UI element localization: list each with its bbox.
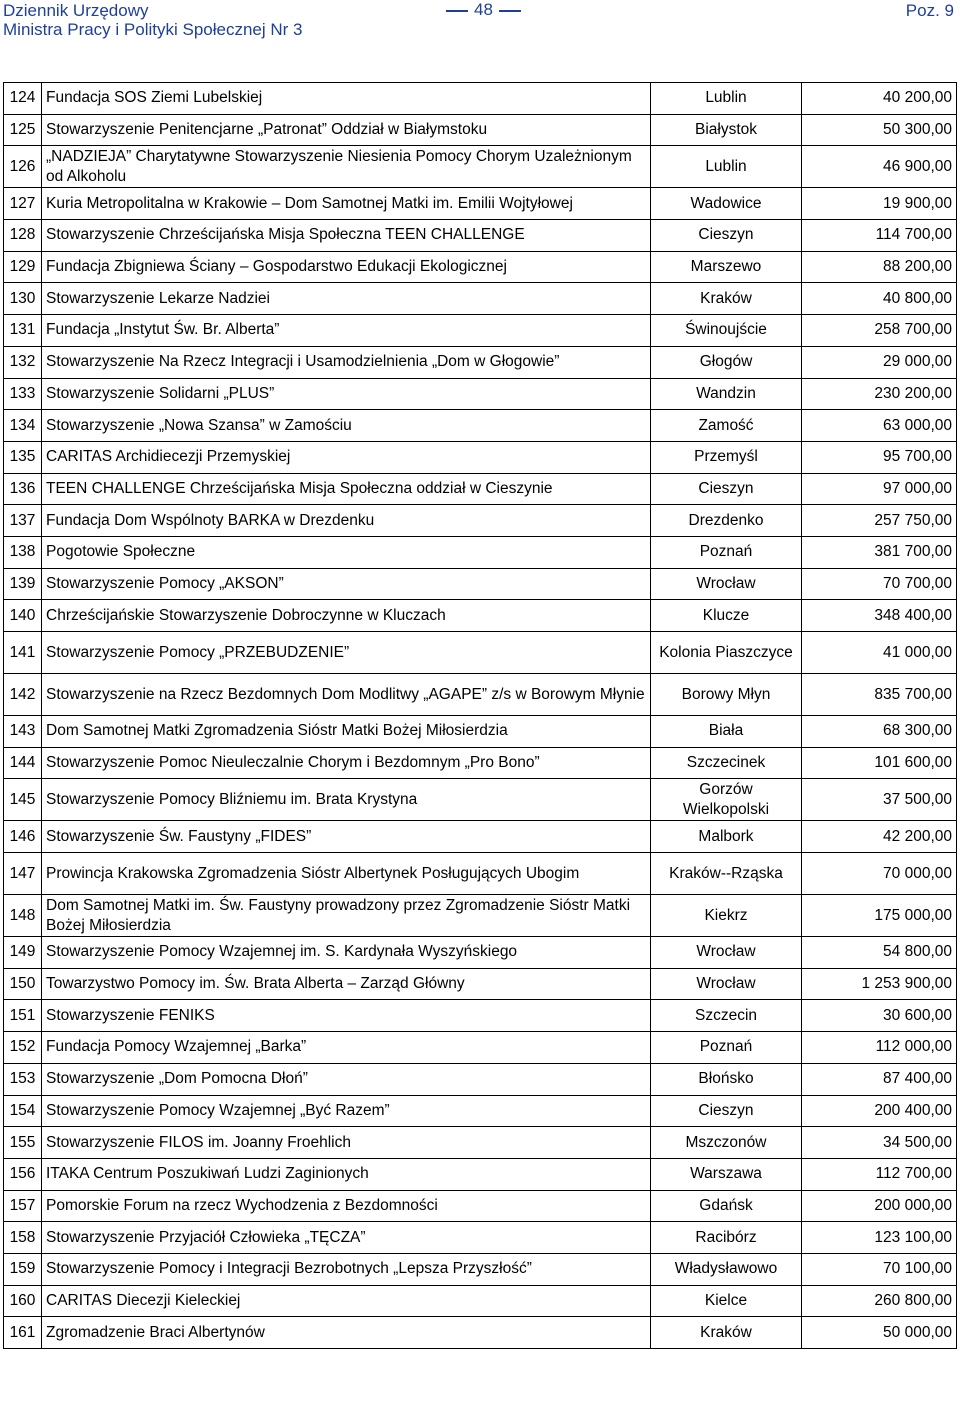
grant-amount: 381 700,00 [802, 536, 957, 568]
grant-amount: 101 600,00 [802, 747, 957, 779]
row-number: 148 [4, 895, 42, 937]
table-row [4, 536, 957, 568]
grant-amount: 70 700,00 [802, 568, 957, 600]
row-number: 154 [4, 1095, 42, 1127]
grant-amount: 68 300,00 [802, 716, 957, 748]
organization-city: Malbork [651, 821, 802, 853]
table-row [4, 821, 957, 853]
page-header [0, 0, 960, 46]
grant-amount: 70 000,00 [802, 853, 957, 895]
organization-name: Fundacja Zbigniewa Ściany – Gospodarstwo Edukacji Ekologicznej [42, 251, 651, 283]
row-number: 130 [4, 283, 42, 315]
grant-amount: 123 100,00 [802, 1222, 957, 1254]
table-row [4, 568, 957, 600]
organization-city: Drezdenko [651, 505, 802, 537]
organization-name: Stowarzyszenie Solidarni „PLUS” [42, 378, 651, 410]
organization-name: Fundacja SOS Ziemi Lubelskiej [42, 83, 651, 115]
organization-city: Lublin [651, 83, 802, 115]
table-row [4, 1190, 957, 1222]
organization-name: Stowarzyszenie FENIKS [42, 1000, 651, 1032]
grant-amount: 37 500,00 [802, 779, 957, 821]
table-row [4, 937, 957, 969]
row-number: 128 [4, 220, 42, 252]
table-row [4, 1095, 957, 1127]
table-row [4, 1158, 957, 1190]
journal-title: Dziennik Urzędowy [3, 1, 149, 20]
organization-name: Stowarzyszenie Pomocy Wzajemnej im. S. Kardynała Wyszyńskiego [42, 937, 651, 969]
organization-city: Klucze [651, 600, 802, 632]
row-number: 146 [4, 821, 42, 853]
organization-name: Kuria Metropolitalna w Krakowie – Dom Samotnej Matki im. Emilii Wojtyłowej [42, 188, 651, 220]
table-row [4, 188, 957, 220]
table-row [4, 251, 957, 283]
table-row [4, 674, 957, 716]
organization-name: TEEN CHALLENGE Chrześcijańska Misja Społeczna oddział w Cieszynie [42, 473, 651, 505]
grant-amount: 40 800,00 [802, 283, 957, 315]
grant-amount: 258 700,00 [802, 315, 957, 347]
table-row [4, 220, 957, 252]
organization-city: Przemyśl [651, 441, 802, 473]
row-number: 141 [4, 632, 42, 674]
organization-city: Lublin [651, 146, 802, 188]
row-number: 153 [4, 1063, 42, 1095]
organization-city: Kraków--Rząska [651, 853, 802, 895]
row-number: 150 [4, 968, 42, 1000]
table-row [4, 473, 957, 505]
organization-city: Kielce [651, 1285, 802, 1317]
table-row [4, 1032, 957, 1064]
organization-city: Kraków [651, 283, 802, 315]
table-row [4, 1000, 957, 1032]
table-row [4, 1285, 957, 1317]
organization-city: Białystok [651, 114, 802, 146]
organization-name: CARITAS Diecezji Kieleckiej [42, 1285, 651, 1317]
table-row [4, 83, 957, 115]
grant-amount: 112 700,00 [802, 1158, 957, 1190]
row-number: 144 [4, 747, 42, 779]
organization-city: Racibórz [651, 1222, 802, 1254]
grant-amount: 348 400,00 [802, 600, 957, 632]
grant-amount: 30 600,00 [802, 1000, 957, 1032]
organization-city: Mszczonów [651, 1127, 802, 1159]
table-row [4, 895, 957, 937]
grant-amount: 88 200,00 [802, 251, 957, 283]
organization-name: Towarzystwo Pomocy im. Św. Brata Alberta – Zarząd Główny [42, 968, 651, 1000]
row-number: 137 [4, 505, 42, 537]
organization-city: Poznań [651, 1032, 802, 1064]
grant-amount: 112 000,00 [802, 1032, 957, 1064]
row-number: 132 [4, 346, 42, 378]
grant-amount: 42 200,00 [802, 821, 957, 853]
table-row [4, 346, 957, 378]
row-number: 124 [4, 83, 42, 115]
grant-amount: 1 253 900,00 [802, 968, 957, 1000]
row-number: 142 [4, 674, 42, 716]
table-row [4, 441, 957, 473]
row-number: 151 [4, 1000, 42, 1032]
row-number: 131 [4, 315, 42, 347]
organization-name: Fundacja „Instytut Św. Br. Alberta” [42, 315, 651, 347]
grant-amount: 200 400,00 [802, 1095, 957, 1127]
organization-name: Prowincja Krakowska Zgromadzenia Sióstr Albertynek Posługujących Ubogim [42, 853, 651, 895]
grant-amount: 50 300,00 [802, 114, 957, 146]
table-row [4, 283, 957, 315]
grant-amount: 200 000,00 [802, 1190, 957, 1222]
organization-name: Stowarzyszenie Pomocy Wzajemnej „Być Razem” [42, 1095, 651, 1127]
grant-amount: 40 200,00 [802, 83, 957, 115]
organization-city: Władysławowo [651, 1253, 802, 1285]
grant-amount: 260 800,00 [802, 1285, 957, 1317]
organization-city: Zamość [651, 410, 802, 442]
row-number: 143 [4, 716, 42, 748]
grant-amount: 34 500,00 [802, 1127, 957, 1159]
row-number: 152 [4, 1032, 42, 1064]
organization-city: Wadowice [651, 188, 802, 220]
grant-amount: 175 000,00 [802, 895, 957, 937]
dash-right [499, 10, 521, 12]
organization-name: Chrześcijańskie Stowarzyszenie Dobroczynne w Kluczach [42, 600, 651, 632]
organization-name: Stowarzyszenie Na Rzecz Integracji i Usamodzielnienia „Dom w Głogowie” [42, 346, 651, 378]
table-row [4, 968, 957, 1000]
organization-city: Gdańsk [651, 1190, 802, 1222]
organization-city: Kiekrz [651, 895, 802, 937]
row-number: 136 [4, 473, 42, 505]
table-row [4, 853, 957, 895]
organization-name: Dom Samotnej Matki Zgromadzenia Sióstr Matki Bożej Miłosierdzia [42, 716, 651, 748]
organization-name: Stowarzyszenie „Nowa Szansa” w Zamościu [42, 410, 651, 442]
row-number: 147 [4, 853, 42, 895]
organization-city: Biała [651, 716, 802, 748]
organization-city: Wandzin [651, 378, 802, 410]
grant-amount: 835 700,00 [802, 674, 957, 716]
table-row [4, 1317, 957, 1349]
row-number: 134 [4, 410, 42, 442]
organization-city: Wrocław [651, 568, 802, 600]
organization-city: Marszewo [651, 251, 802, 283]
table-row [4, 114, 957, 146]
grant-amount: 257 750,00 [802, 505, 957, 537]
organization-name: Pomorskie Forum na rzecz Wychodzenia z Bezdomności [42, 1190, 651, 1222]
row-number: 149 [4, 937, 42, 969]
organization-city: Wrocław [651, 937, 802, 969]
organization-city: Poznań [651, 536, 802, 568]
row-number: 156 [4, 1158, 42, 1190]
organization-city: Warszawa [651, 1158, 802, 1190]
ministry-title: Ministra Pracy i Polityki Społecznej Nr 3 [3, 20, 303, 39]
organization-city: Kraków [651, 1317, 802, 1349]
organization-name: Stowarzyszenie Przyjaciół Człowieka „TĘCZA” [42, 1222, 651, 1254]
row-number: 139 [4, 568, 42, 600]
organization-name: Stowarzyszenie Penitencjarne „Patronat” Oddział w Białymstoku [42, 114, 651, 146]
organization-name: Stowarzyszenie Pomocy i Integracji Bezrobotnych „Lepsza Przyszłość” [42, 1253, 651, 1285]
grant-amount: 41 000,00 [802, 632, 957, 674]
grant-amount: 95 700,00 [802, 441, 957, 473]
organization-name: Stowarzyszenie „Dom Pomocna Dłoń” [42, 1063, 651, 1095]
row-number: 161 [4, 1317, 42, 1349]
row-number: 129 [4, 251, 42, 283]
organization-name: Fundacja Pomocy Wzajemnej „Barka” [42, 1032, 651, 1064]
table-row [4, 632, 957, 674]
organizations-table [3, 82, 957, 1349]
table-row [4, 378, 957, 410]
organization-city: Kolonia Piaszczyce [651, 632, 802, 674]
table-row [4, 505, 957, 537]
row-number: 157 [4, 1190, 42, 1222]
grant-amount: 230 200,00 [802, 378, 957, 410]
organization-name: Stowarzyszenie Pomoc Nieuleczalnie Chorym i Bezdomnym „Pro Bono” [42, 747, 651, 779]
organization-city: Cieszyn [651, 1095, 802, 1127]
row-number: 140 [4, 600, 42, 632]
table-row [4, 716, 957, 748]
organization-city: Głogów [651, 346, 802, 378]
organization-name: ITAKA Centrum Poszukiwań Ludzi Zaginionych [42, 1158, 651, 1190]
table-row [4, 1127, 957, 1159]
organization-name: Stowarzyszenie Chrześcijańska Misja Społeczna TEEN CHALLENGE [42, 220, 651, 252]
organization-city: Cieszyn [651, 473, 802, 505]
organization-city: Błońsko [651, 1063, 802, 1095]
organization-name: Stowarzyszenie FILOS im. Joanny Froehlich [42, 1127, 651, 1159]
row-number: 127 [4, 188, 42, 220]
organizations-table-body [4, 83, 957, 1349]
position-label: Poz. 9 [905, 1, 954, 20]
organization-city: Szczecinek [651, 747, 802, 779]
page-number [440, 0, 527, 20]
table-row [4, 779, 957, 821]
organization-city: Wrocław [651, 968, 802, 1000]
organization-name: Zgromadzenie Braci Albertynów [42, 1317, 651, 1349]
dash-left [446, 10, 468, 12]
row-number: 138 [4, 536, 42, 568]
organization-name: Pogotowie Społeczne [42, 536, 651, 568]
organization-name: Stowarzyszenie Pomocy „AKSON” [42, 568, 651, 600]
organization-name: „NADZIEJA” Charytatywne Stowarzyszenie Niesienia Pomocy Chorym Uzależnionym od Alkoholu [42, 146, 651, 188]
organization-name: Fundacja Dom Wspólnoty BARKA w Drezdenku [42, 505, 651, 537]
row-number: 155 [4, 1127, 42, 1159]
organization-name: Stowarzyszenie Św. Faustyny „FIDES” [42, 821, 651, 853]
organization-city: Cieszyn [651, 220, 802, 252]
organization-city: Szczecin [651, 1000, 802, 1032]
grant-amount: 46 900,00 [802, 146, 957, 188]
table-row [4, 1063, 957, 1095]
grant-amount: 87 400,00 [802, 1063, 957, 1095]
table-row [4, 146, 957, 188]
organization-city: Gorzów Wielkopolski [651, 779, 802, 821]
organization-name: Stowarzyszenie Pomocy „PRZEBUDZENIE” [42, 632, 651, 674]
table-row [4, 1253, 957, 1285]
table-row [4, 1222, 957, 1254]
organization-name: Stowarzyszenie na Rzecz Bezdomnych Dom Modlitwy „AGAPE” z/s w Borowym Młynie [42, 674, 651, 716]
organization-name: Stowarzyszenie Lekarze Nadziei [42, 283, 651, 315]
row-number: 159 [4, 1253, 42, 1285]
grant-amount: 70 100,00 [802, 1253, 957, 1285]
row-number: 160 [4, 1285, 42, 1317]
grant-amount: 54 800,00 [802, 937, 957, 969]
organization-name: CARITAS Archidiecezji Przemyskiej [42, 441, 651, 473]
grant-amount: 97 000,00 [802, 473, 957, 505]
organization-name: Dom Samotnej Matki im. Św. Faustyny prowadzony przez Zgromadzenie Sióstr Matki Bożej Miłosierdzia [42, 895, 651, 937]
table-row [4, 315, 957, 347]
organization-city: Borowy Młyn [651, 674, 802, 716]
row-number: 145 [4, 779, 42, 821]
row-number: 158 [4, 1222, 42, 1254]
row-number: 135 [4, 441, 42, 473]
row-number: 125 [4, 114, 42, 146]
grant-amount: 50 000,00 [802, 1317, 957, 1349]
table-row [4, 410, 957, 442]
table-row [4, 747, 957, 779]
organization-name: Stowarzyszenie Pomocy Bliźniemu im. Brata Krystyna [42, 779, 651, 821]
organization-city: Świnoujście [651, 315, 802, 347]
grant-amount: 19 900,00 [802, 188, 957, 220]
grant-amount: 114 700,00 [802, 220, 957, 252]
table-row [4, 600, 957, 632]
row-number: 126 [4, 146, 42, 188]
row-number: 133 [4, 378, 42, 410]
page-number-text: 48 [474, 0, 493, 19]
grant-amount: 63 000,00 [802, 410, 957, 442]
grant-amount: 29 000,00 [802, 346, 957, 378]
